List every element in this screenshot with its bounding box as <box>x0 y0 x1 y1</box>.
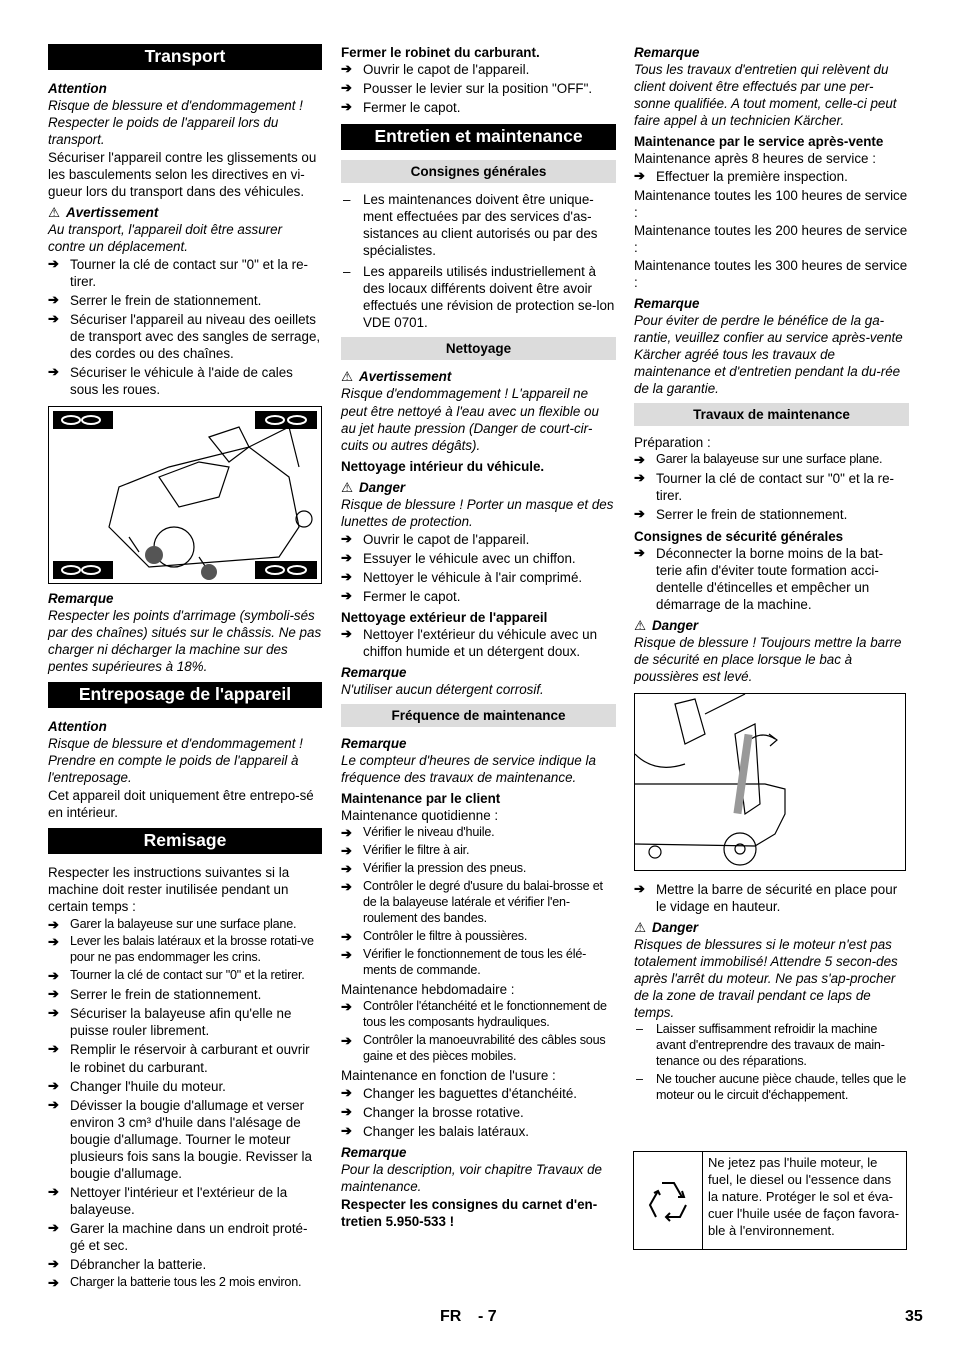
remark-label: Remarque <box>341 664 407 680</box>
environment-notice <box>633 1151 907 1250</box>
warning-text: Au transport, l'appareil doit être assurer contre un déplacement. <box>48 222 283 255</box>
warning-label: ⚠ Avertissement <box>341 369 452 385</box>
client-heading: Maintenance par le client <box>341 790 501 806</box>
step: ➔ Serrer le frein de stationnement. <box>48 986 322 1003</box>
remark-label: Remarque <box>48 591 114 607</box>
remark-label: Remarque <box>634 296 700 312</box>
recycle-icon <box>634 1152 703 1249</box>
remark-label: Remarque <box>341 735 407 751</box>
fuel-heading: Fermer le robinet du carburant. <box>341 45 540 60</box>
subsection-works: Travaux de maintenance <box>634 403 909 426</box>
step: ➔ Serrer le frein de stationnement. <box>634 506 909 523</box>
step: ➔ Ouvrir le capot de l'appareil. <box>341 531 616 548</box>
step: ➔ Pousser le levier sur la position "OFF". <box>341 80 616 97</box>
prep-label: Préparation : <box>634 435 711 451</box>
wear-label: Maintenance en fonction de l'usure : <box>341 1067 556 1083</box>
step: ➔ Changer les balais latéraux. <box>341 1123 616 1140</box>
warning-triangle-icon: ⚠ <box>48 205 61 221</box>
step: ➔ Contrôler la manoeuvrabilité des câbles sous gaine et des pièces mobiles. <box>341 1033 616 1065</box>
remark-label: Remarque <box>341 1144 407 1160</box>
step: ➔ Nettoyer l'intérieur et l'extérieur de la balayeuse. <box>48 1184 322 1218</box>
interior-heading: Nettoyage intérieur du véhicule. <box>341 458 545 474</box>
list-item: – Ne toucher aucune pièce chaude, telles que le moteur ou le circuit d'échappement. <box>634 1072 909 1104</box>
warning-triangle-icon: ⚠ <box>341 369 354 385</box>
daily-label: Maintenance quotidienne : <box>341 807 499 823</box>
step: ➔ Vérifier la pression des pneus. <box>341 861 616 877</box>
secure-text: Sécuriser l'appareil contre les glissements ou les basculements selon les directives en vi-gueur lors du transport dans des véhicules. <box>48 150 317 200</box>
step: ➔ Sécuriser le véhicule à l'aide de cales sous les roues. <box>48 364 322 398</box>
column-3 <box>634 44 909 1108</box>
step: ➔ Sécuriser la balayeuse afin qu'elle ne puisse rouler librement. <box>48 1005 322 1039</box>
step: ➔ Garer la balayeuse sur une surface plane. <box>48 917 322 933</box>
list-item: – Les maintenances doivent être unique-ment effectuées par des services d'as-sistances au client autorisés ou par des spécialistes. <box>341 191 616 259</box>
remisage-intro: Respecter les instructions suivantes si la machine doit rester inutilisée pendant un certain temps : <box>48 865 290 915</box>
step: ➔ Débrancher la batterie. <box>48 1256 322 1273</box>
step: ➔ Fermer le capot. <box>341 99 616 116</box>
warning-triangle-icon: ⚠ <box>634 617 647 633</box>
attention-label: Attention <box>48 719 107 735</box>
step: ➔ Garer la machine dans un endroit proté-gé et sec. <box>48 1220 322 1254</box>
step: ➔ Contrôler le degré d'usure du balai-brosse et de la balayeuse latérale et vérifier l'en-roulement des bandes. <box>341 879 616 927</box>
subsection-general: Consignes générales <box>341 160 616 183</box>
step: ➔ Nettoyer le véhicule à l'air comprimé. <box>341 569 616 586</box>
remark-text: Respecter les points d'arrimage (symboli-sés par des chaînes) situés sur le châssis. Ne pas charger ni décharger la machine sur des pentes supérieures à 18%. <box>48 608 322 675</box>
step: ➔ Serrer le frein de stationnement. <box>48 292 322 309</box>
step: ➔ Changer la brosse rotative. <box>341 1104 616 1121</box>
step: ➔ Charger la batterie tous les 2 mois environ. <box>48 1275 322 1291</box>
attention-text: Risque de blessure et d'endommagement ! Prendre en compte le poids de l'appareil à l'entreposage. <box>48 736 303 786</box>
step: ➔ Effectuer la première inspection. <box>634 168 909 185</box>
exterior-heading: Nettoyage extérieur de l'appareil <box>341 609 548 625</box>
column-1 <box>48 44 322 1293</box>
column-2 <box>341 44 616 1230</box>
attention-label: Attention <box>48 81 107 96</box>
sweeper-tiedown-illustration <box>48 406 322 584</box>
every200-label: Maintenance toutes les 200 heures de service : <box>634 223 908 256</box>
list-item: – Les appareils utilisés industriellement à des locaux différents doivent être avoir effectués une révision de protection se-lon VDE 0701. <box>341 263 616 331</box>
remark-text: Pour la description, voir chapitre Travaux de maintenance. <box>341 1161 602 1194</box>
subsection-cleaning: Nettoyage <box>341 337 616 360</box>
step: ➔ Remplir le réservoir à carburant et ouvrir le robinet du carburant. <box>48 1041 322 1075</box>
safety-bar-illustration <box>634 693 906 871</box>
safety-heading: Consignes de sécurité générales <box>634 528 844 544</box>
step: ➔ Fermer le capot. <box>341 588 616 605</box>
step: ➔ Sécuriser l'appareil au niveau des oeillets de transport avec des sangles de serrage, des cordes ou des chaînes. <box>48 311 322 362</box>
section-title-transport: Transport <box>48 44 322 70</box>
step: ➔ Contrôler le filtre à poussières. <box>341 929 616 945</box>
step: ➔ Garer la balayeuse sur une surface plane. <box>634 452 909 468</box>
every300-label: Maintenance toutes les 300 heures de service : <box>634 258 908 291</box>
remark-text: Tous les travaux d'entretien qui relèvent du client doivent être effectués par une per-sonne qualifiée. A tout moment, celle-ci peut faire appel à un technicien Kärcher. <box>634 62 897 129</box>
weekly-label: Maintenance hebdomadaire : <box>341 981 515 997</box>
warning-label: ⚠ Avertissement <box>48 205 159 221</box>
logbook-note: Respecter les consignes du carnet d'en-tretien 5.950-533 ! <box>341 1196 598 1229</box>
step: ➔ Vérifier le niveau d'huile. <box>341 825 616 841</box>
step: ➔ Déconnecter la borne moins de la bat-terie afin d'éviter toute formation acci-dentelle d'étincelles et empêcher un démarrage de la machine. <box>634 545 909 613</box>
footer-lang: FR <box>440 1308 462 1325</box>
section-title-storage: Entreposage de l'appareil <box>48 682 322 708</box>
remark-label: Remarque <box>634 45 700 60</box>
step: ➔ Tourner la clé de contact sur "0" et la re-tirer. <box>48 256 322 290</box>
step: ➔ Mettre la barre de sécurité en place pour le vidage en hauteur. <box>634 881 909 915</box>
remark-text: N'utiliser aucun détergent corrosif. <box>341 681 544 697</box>
step: ➔ Changer l'huile du moteur. <box>48 1078 322 1095</box>
section-title-remisage: Remisage <box>48 828 322 854</box>
attention-text: Risque de blessure et d'endommagement ! Respecter le poids de l'appareil lors du transport. <box>48 98 303 148</box>
chain-icon <box>53 411 317 579</box>
after8-label: Maintenance après 8 heures de service : <box>634 151 876 167</box>
step: ➔ Tourner la clé de contact sur "0" et la re-tirer. <box>634 470 909 504</box>
danger-text: Risque de blessure ! Toujours mettre la barre de sécurité en place lorsque le bac à poussières est levé. <box>634 634 902 684</box>
step: ➔ Ouvrir le capot de l'appareil. <box>341 61 616 78</box>
step: ➔ Nettoyer l'extérieur du véhicule avec un chiffon humide et un détergent doux. <box>341 626 616 660</box>
environment-text: Ne jetez pas l'huile moteur, le fuel, le diesel ou l'essence dans la nature. Protéger le sol et éva-cuer l'huile usée de façon favora-ble à l'environnement. <box>708 1155 900 1238</box>
step: ➔ Contrôler l'étanchéité et le fonctionnement de tous les composants hydrauliques. <box>341 999 616 1031</box>
step: ➔ Tourner la clé de contact sur "0" et la retirer. <box>48 968 322 984</box>
step: ➔ Changer les baguettes d'étanchéité. <box>341 1085 616 1102</box>
step: ➔ Essuyer le véhicule avec un chiffon. <box>341 550 616 567</box>
danger-label: ⚠ Danger <box>634 919 699 935</box>
danger-text: Risques de blessures si le moteur n'est pas totalement immobilisé! Attendre 5 secon-des après l'arrêt du moteur. Ne pas s'ap-procher de la zone de travail pendant ce laps de temps. <box>634 936 898 1020</box>
danger-text: Risque de blessure ! Porter un masque et des lunettes de protection. <box>341 496 614 529</box>
step: ➔ Dévisser la bougie d'allumage et verser environ 3 cm³ d'huile dans l'alésage de bougie d'allumage. Tourner le moteur plusieurs fois sans la bougie. Revisser la bougie d'allumage. <box>48 1097 322 1182</box>
danger-label: ⚠ Danger <box>634 617 699 633</box>
warning-triangle-icon: ⚠ <box>634 919 647 935</box>
list-item: – Laisser suffisamment refroidir la machine avant d'entreprendre des travaux de main-tenance ou des réparations. <box>634 1022 909 1070</box>
page-number: 35 <box>905 1308 923 1325</box>
footer-local-page: - 7 <box>478 1308 497 1325</box>
section-title-maintenance: Entretien et maintenance <box>341 124 616 150</box>
remark-text: Pour éviter de perdre le bénéfice de la ga-rantie, veuillez confier au service après-vente Kärcher agréé tous les travaux de maintenance et d'entretien pendant la du-rée de la garantie. <box>634 313 903 397</box>
remark-text: Le compteur d'heures de service indique la fréquence des travaux de maintenance. <box>341 752 596 785</box>
warning-text: Risque d'endommagement ! L'appareil ne peut être nettoyé à l'eau avec un flexible ou au jet haute pression (Danger de court-cir-cuits ou autres dégâts). <box>341 386 599 453</box>
step: ➔ Vérifier le filtre à air. <box>341 843 616 859</box>
warning-triangle-icon: ⚠ <box>341 479 354 495</box>
subsection-frequency: Fréquence de maintenance <box>341 704 616 727</box>
service-heading: Maintenance par le service après-vente <box>634 134 884 150</box>
every100-label: Maintenance toutes les 100 heures de service : <box>634 188 908 221</box>
step: ➔ Lever les balais latéraux et la brosse rotati-ve pour ne pas endommager les crins. <box>48 934 322 966</box>
storage-text: Cet appareil doit uniquement être entrepo-sé en intérieur. <box>48 788 314 821</box>
step: ➔ Vérifier le fonctionnement de tous les élé-ments de commande. <box>341 947 616 979</box>
danger-label: ⚠ Danger <box>341 479 406 495</box>
